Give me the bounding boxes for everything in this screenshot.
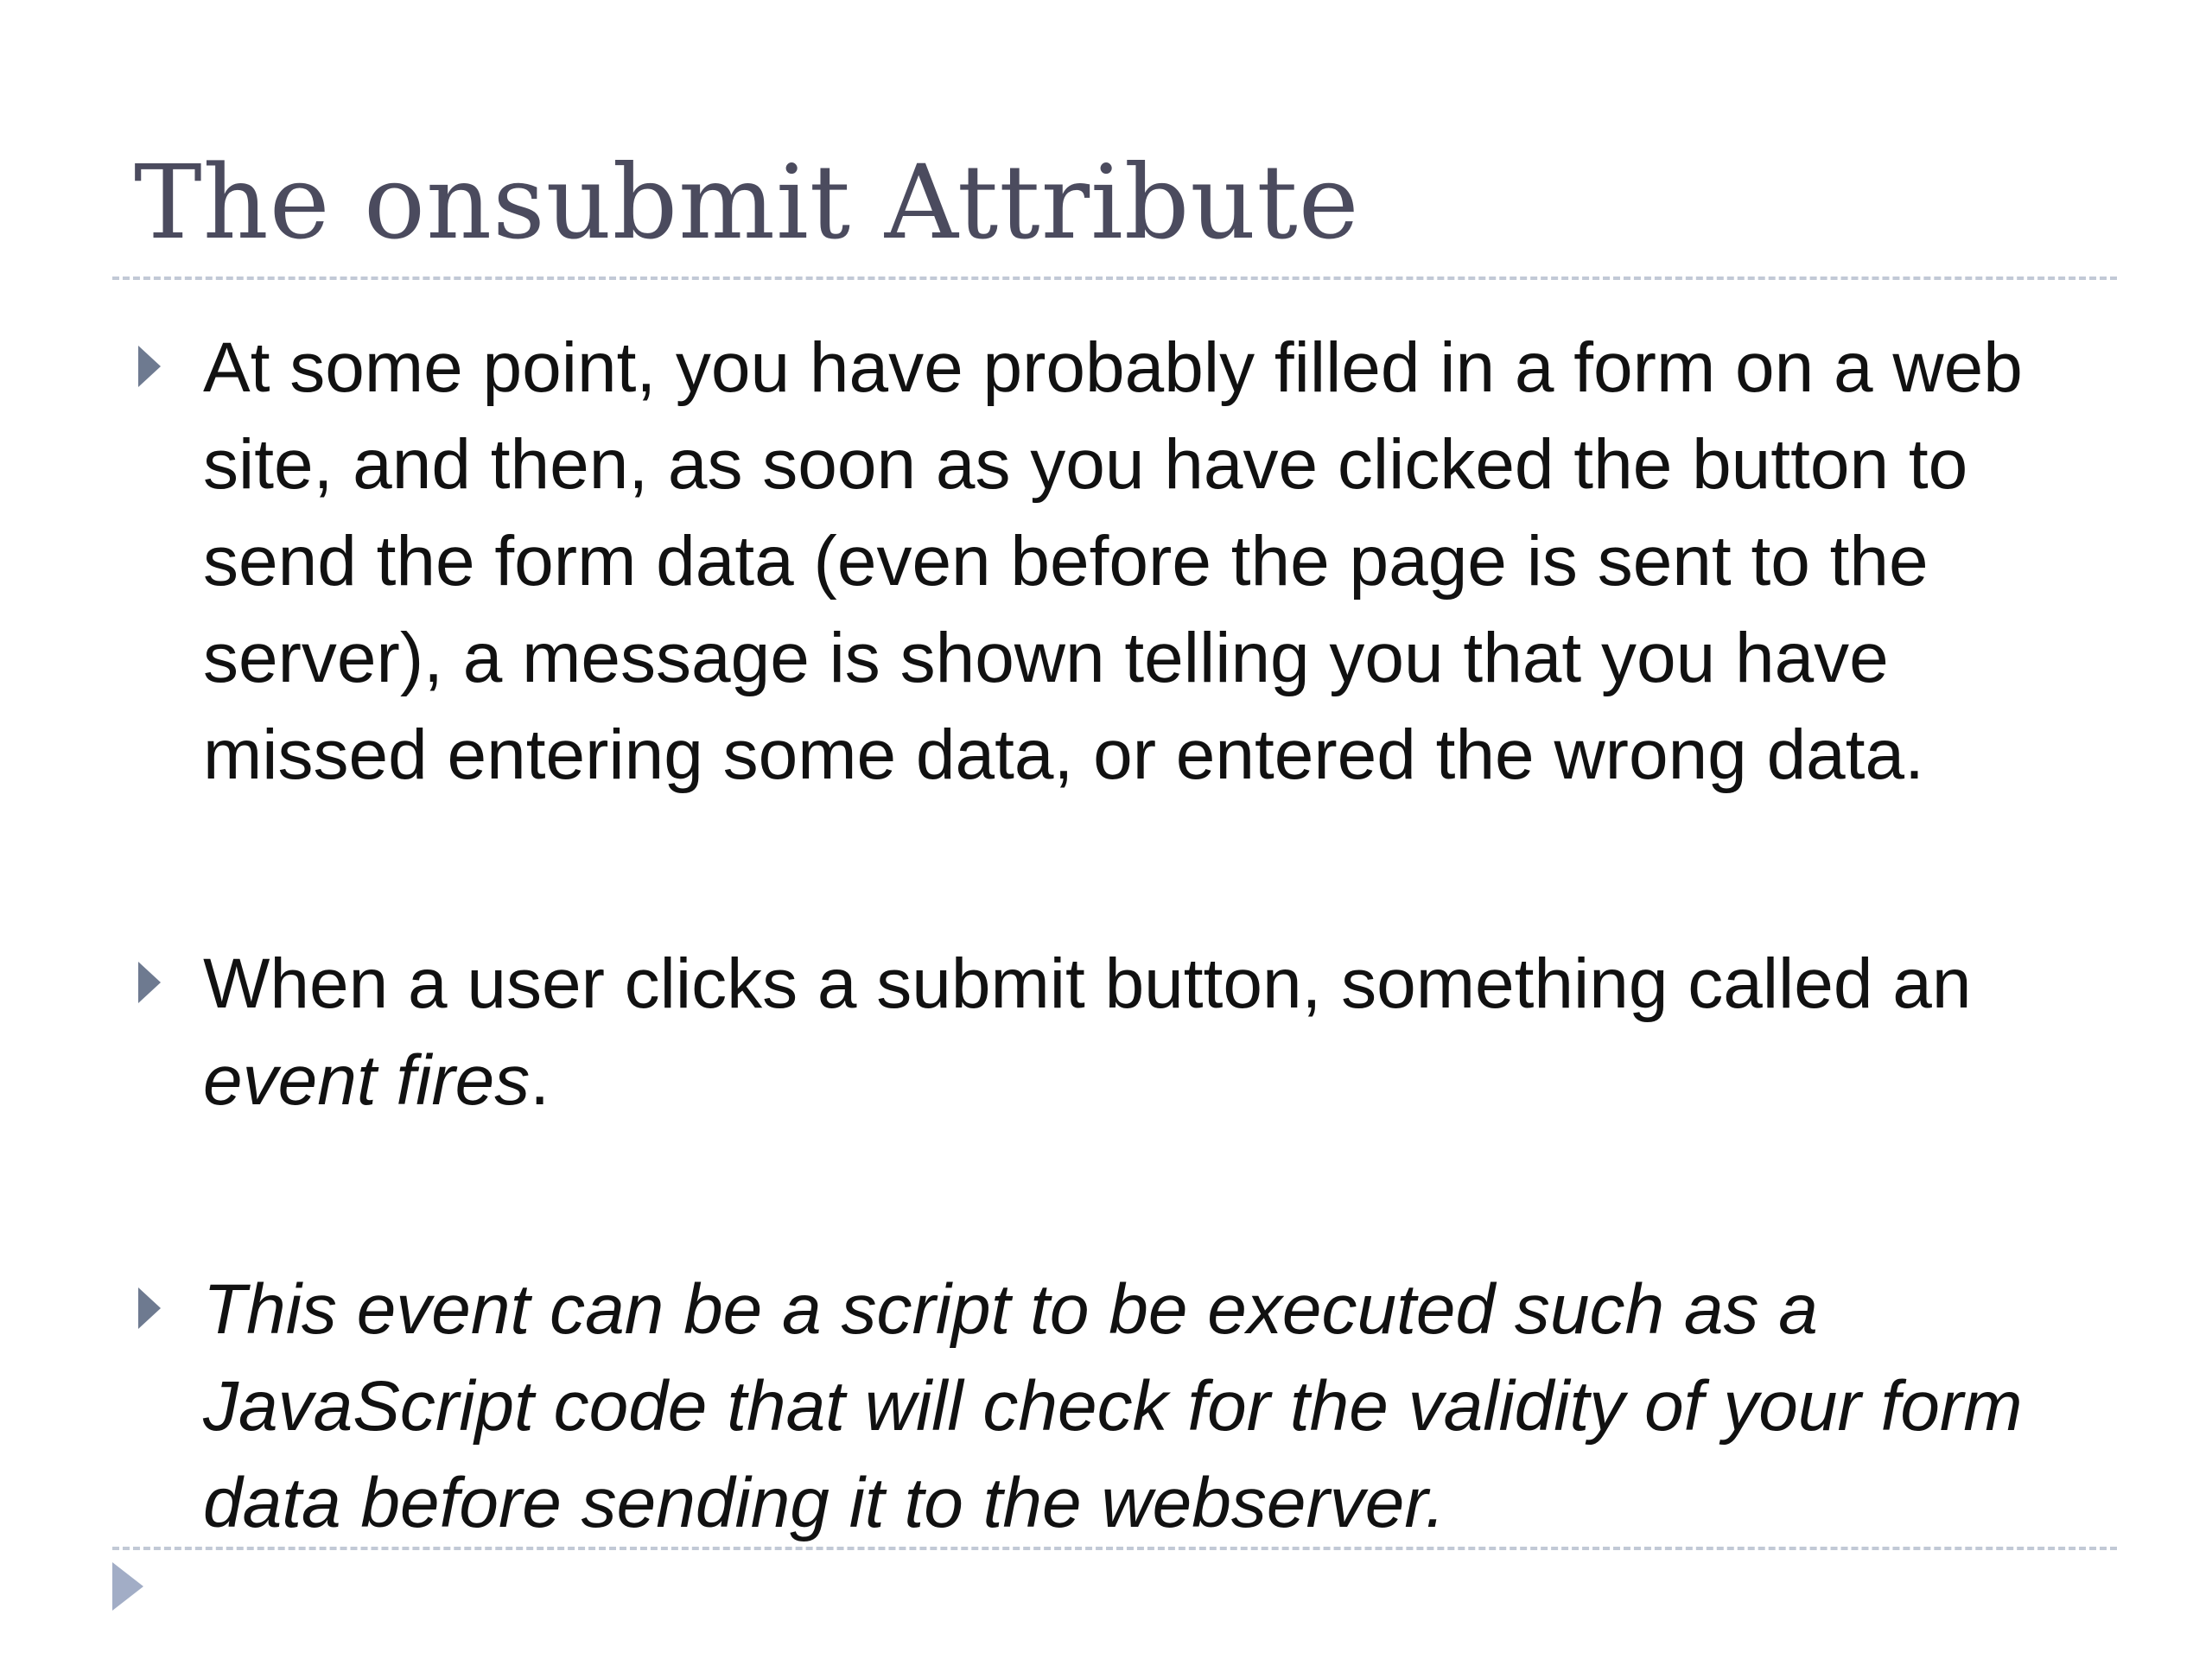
bullet-text: This event can be a script to be executed such as a JavaScript code that will check for the validity of your form data before sending it to the webserver. bbox=[203, 1270, 2023, 1542]
bullet-list bbox=[130, 320, 2117, 1552]
slide-title: The onsubmit Attribute bbox=[134, 143, 1360, 262]
title-divider bbox=[112, 276, 2117, 280]
list-item bbox=[130, 320, 2117, 804]
footer-divider bbox=[112, 1547, 2117, 1550]
list-item bbox=[130, 936, 2117, 1129]
triangle-right-icon bbox=[138, 962, 161, 1003]
list-item bbox=[130, 1262, 2117, 1552]
triangle-right-icon bbox=[138, 346, 161, 387]
bullet-emphasis: event fires bbox=[203, 1041, 531, 1120]
bullet-text: When a user clicks a submit button, something called an bbox=[203, 944, 1972, 1023]
triangle-right-icon bbox=[138, 1287, 161, 1329]
triangle-right-icon bbox=[112, 1562, 143, 1611]
bullet-text: At some point, you have probably filled in a form on a web site, and then, as soon as you have clicked the button to send the form data (even before the page is sent to the server), a message is shown telling you that you have missed entering some data, or entered the wrong data. bbox=[203, 328, 2023, 794]
bullet-text-end: . bbox=[530, 1041, 550, 1120]
